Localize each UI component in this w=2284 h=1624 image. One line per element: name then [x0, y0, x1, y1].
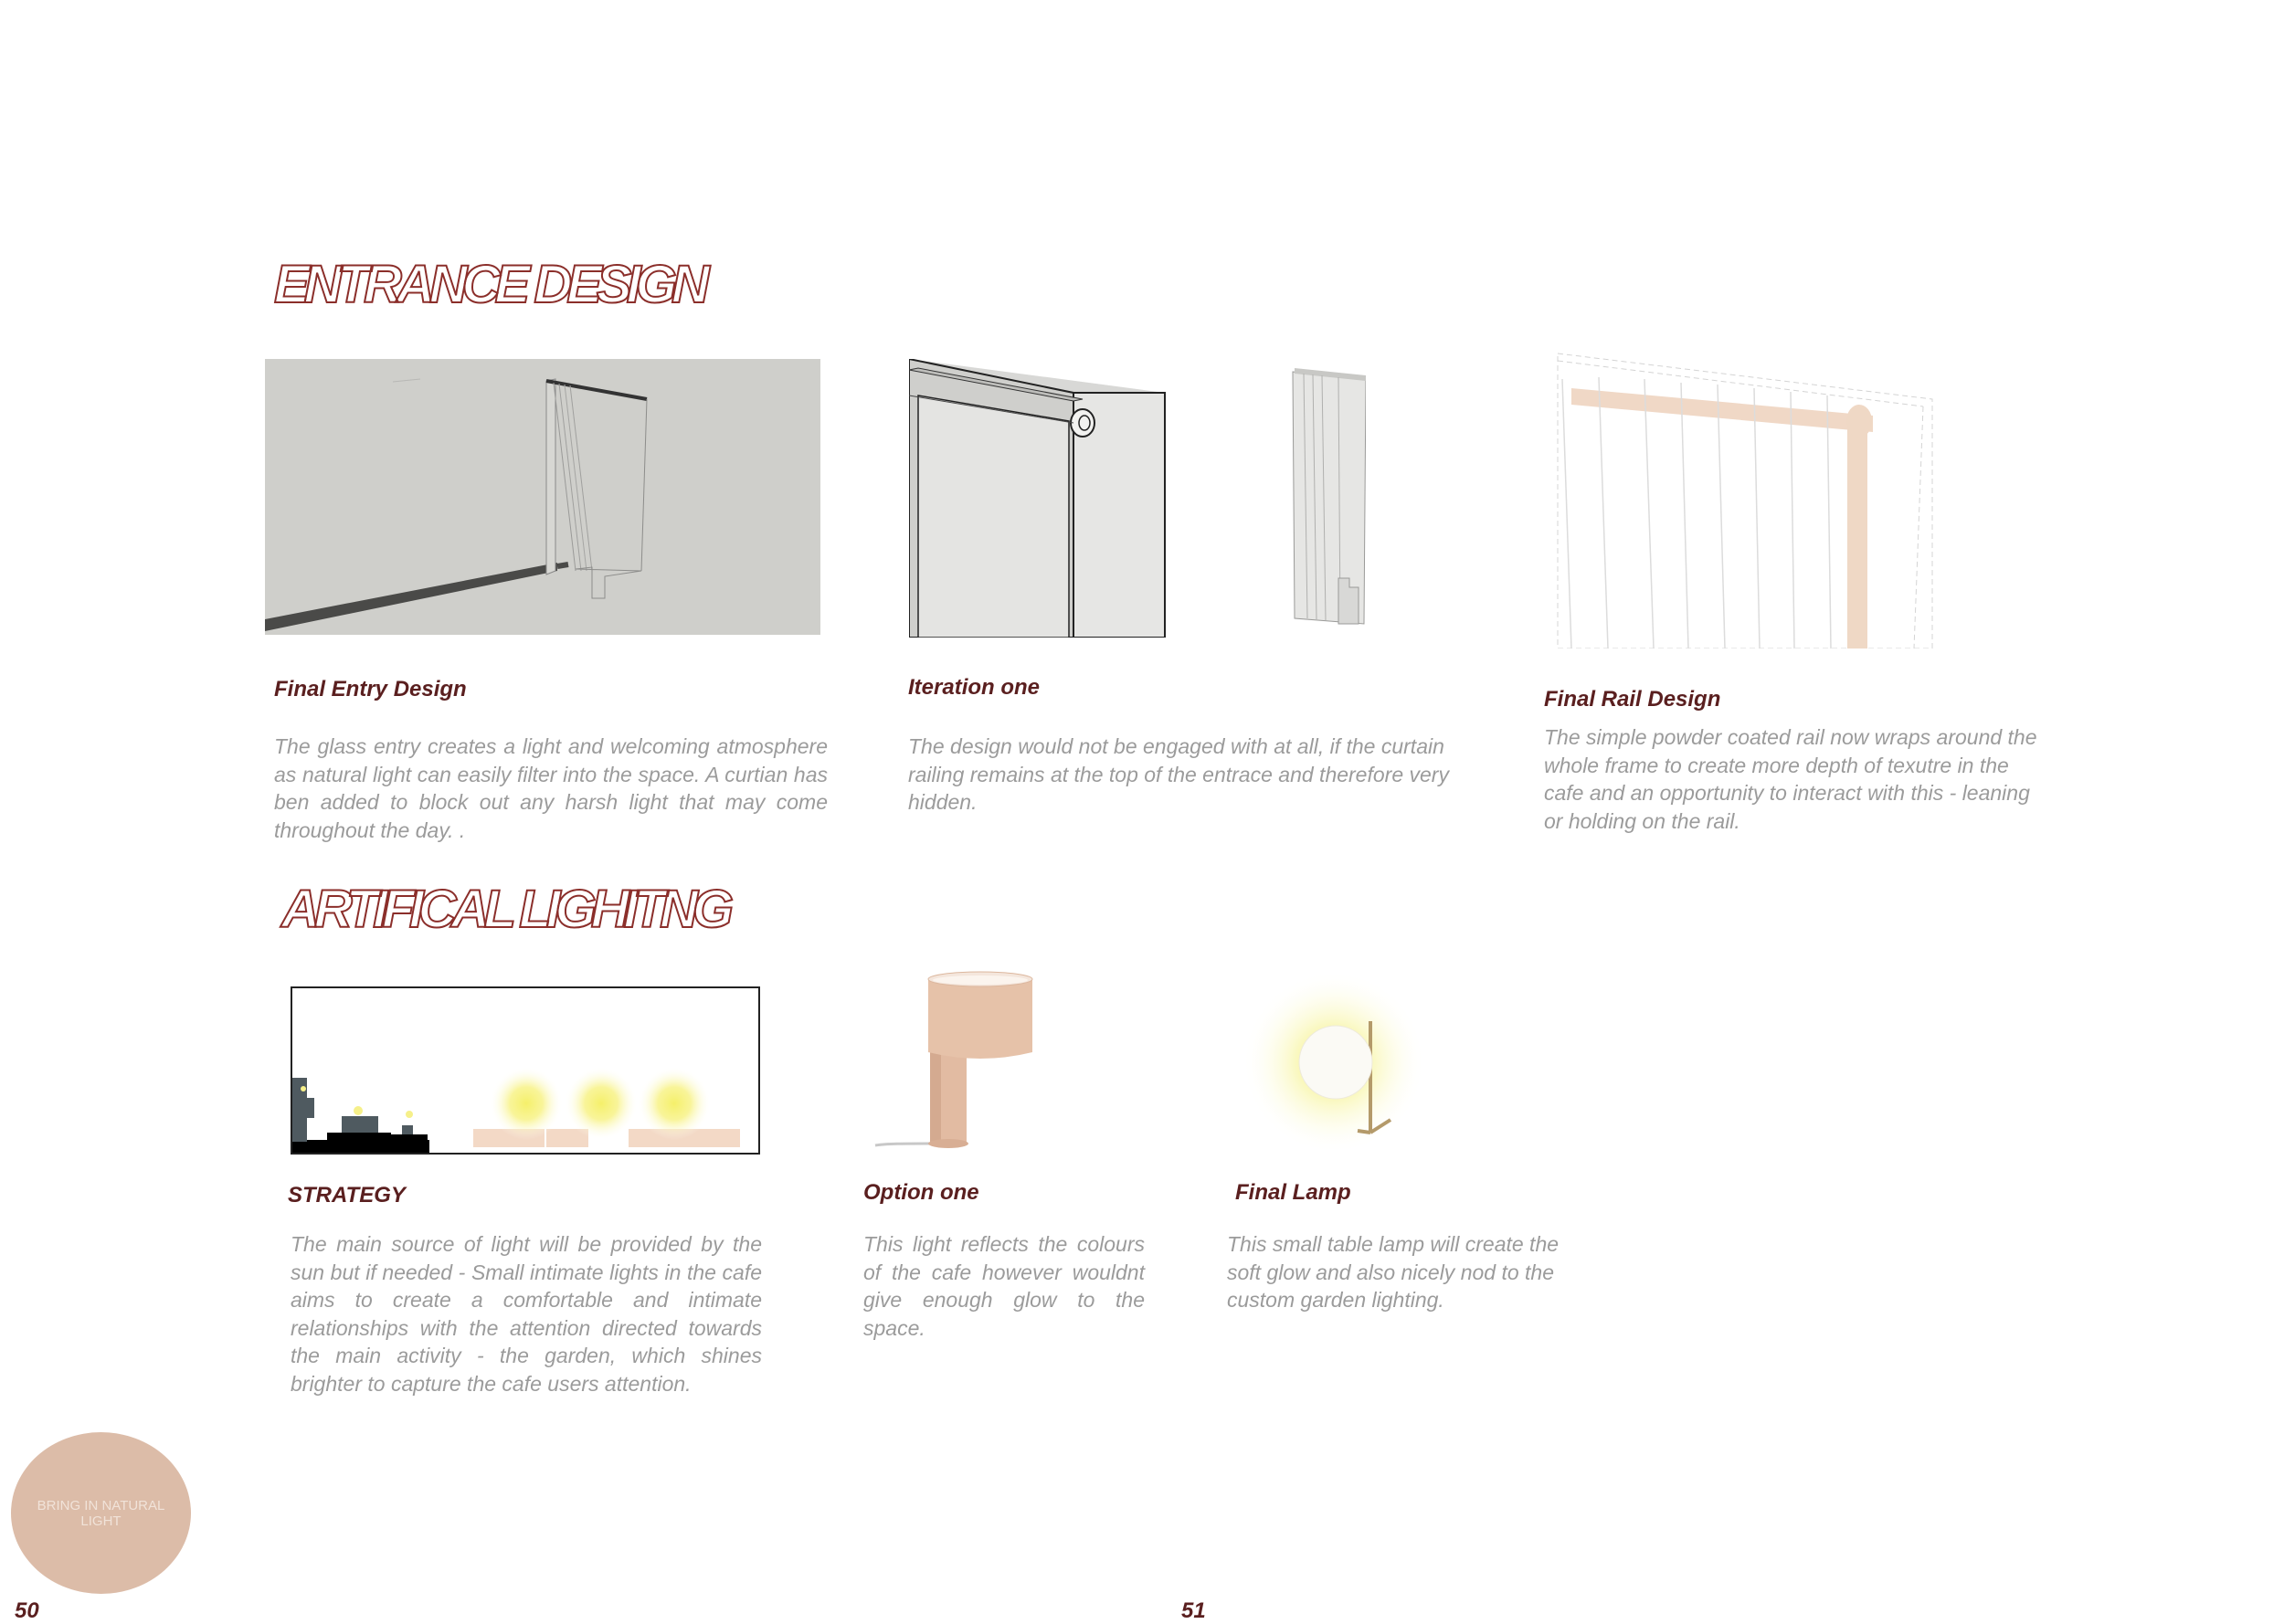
strategy-diagram [291, 986, 760, 1155]
natural-light-badge [11, 1432, 191, 1594]
option-one-caption: Option one [863, 1180, 979, 1205]
page-number-right: 51 [1181, 1598, 1206, 1623]
final-entry-render [265, 359, 820, 635]
final-lamp-image [1224, 968, 1443, 1169]
entrance-design-title: ENTRANCE DESIGN [274, 255, 704, 314]
final-lamp-text: This small table lamp will create the soft glow and also nicely nod to the custom garden lighting. [1227, 1232, 1560, 1312]
badge-label: BRING IN NATURAL LIGHT [37, 1497, 165, 1529]
final-entry-text: The glass entry creates a light and welcoming atmosphere as natural light can easily filter into the space. A curtian has ben added to block out any harsh light that may come throughout the day. . [274, 734, 828, 842]
option-one-lamp-image [868, 970, 1051, 1153]
final-lamp-caption: Final Lamp [1235, 1180, 1351, 1205]
final-rail-render [1553, 352, 1937, 649]
final-entry-caption: Final Entry Design [274, 677, 467, 701]
iteration-one-text: The design would not be engaged with at all, if the curtain railing remains at the top of the entrace and therefore very hidden. [908, 734, 1449, 814]
page-number-left: 50 [15, 1598, 39, 1623]
final-rail-text: The simple powder coated rail now wraps around the whole frame to create more depth of texutre in the cafe and an opportunity to interact with this - leaning or holding on the rail. [1544, 725, 2037, 833]
strategy-caption: STRATEGY [288, 1183, 406, 1207]
iteration-one-caption: Iteration one [908, 675, 1041, 700]
final-rail-caption: Final Rail Design [1544, 687, 1721, 712]
strategy-text: The main source of light will be provided by the sun but if needed - Small intimate lights in the cafe aims to create a comfortable and intimate relationships with the attention directed towards the main activity - the garden, which shines brighter to capture the cafe users attention. [291, 1232, 762, 1396]
option-one-text: This light reflects the colours of the cafe however wouldnt give enough glow to the space. [863, 1232, 1145, 1340]
iteration-one-render [909, 359, 1366, 638]
artifical-lighting-title: ARTIFICAL LIGHITNG [281, 880, 729, 939]
